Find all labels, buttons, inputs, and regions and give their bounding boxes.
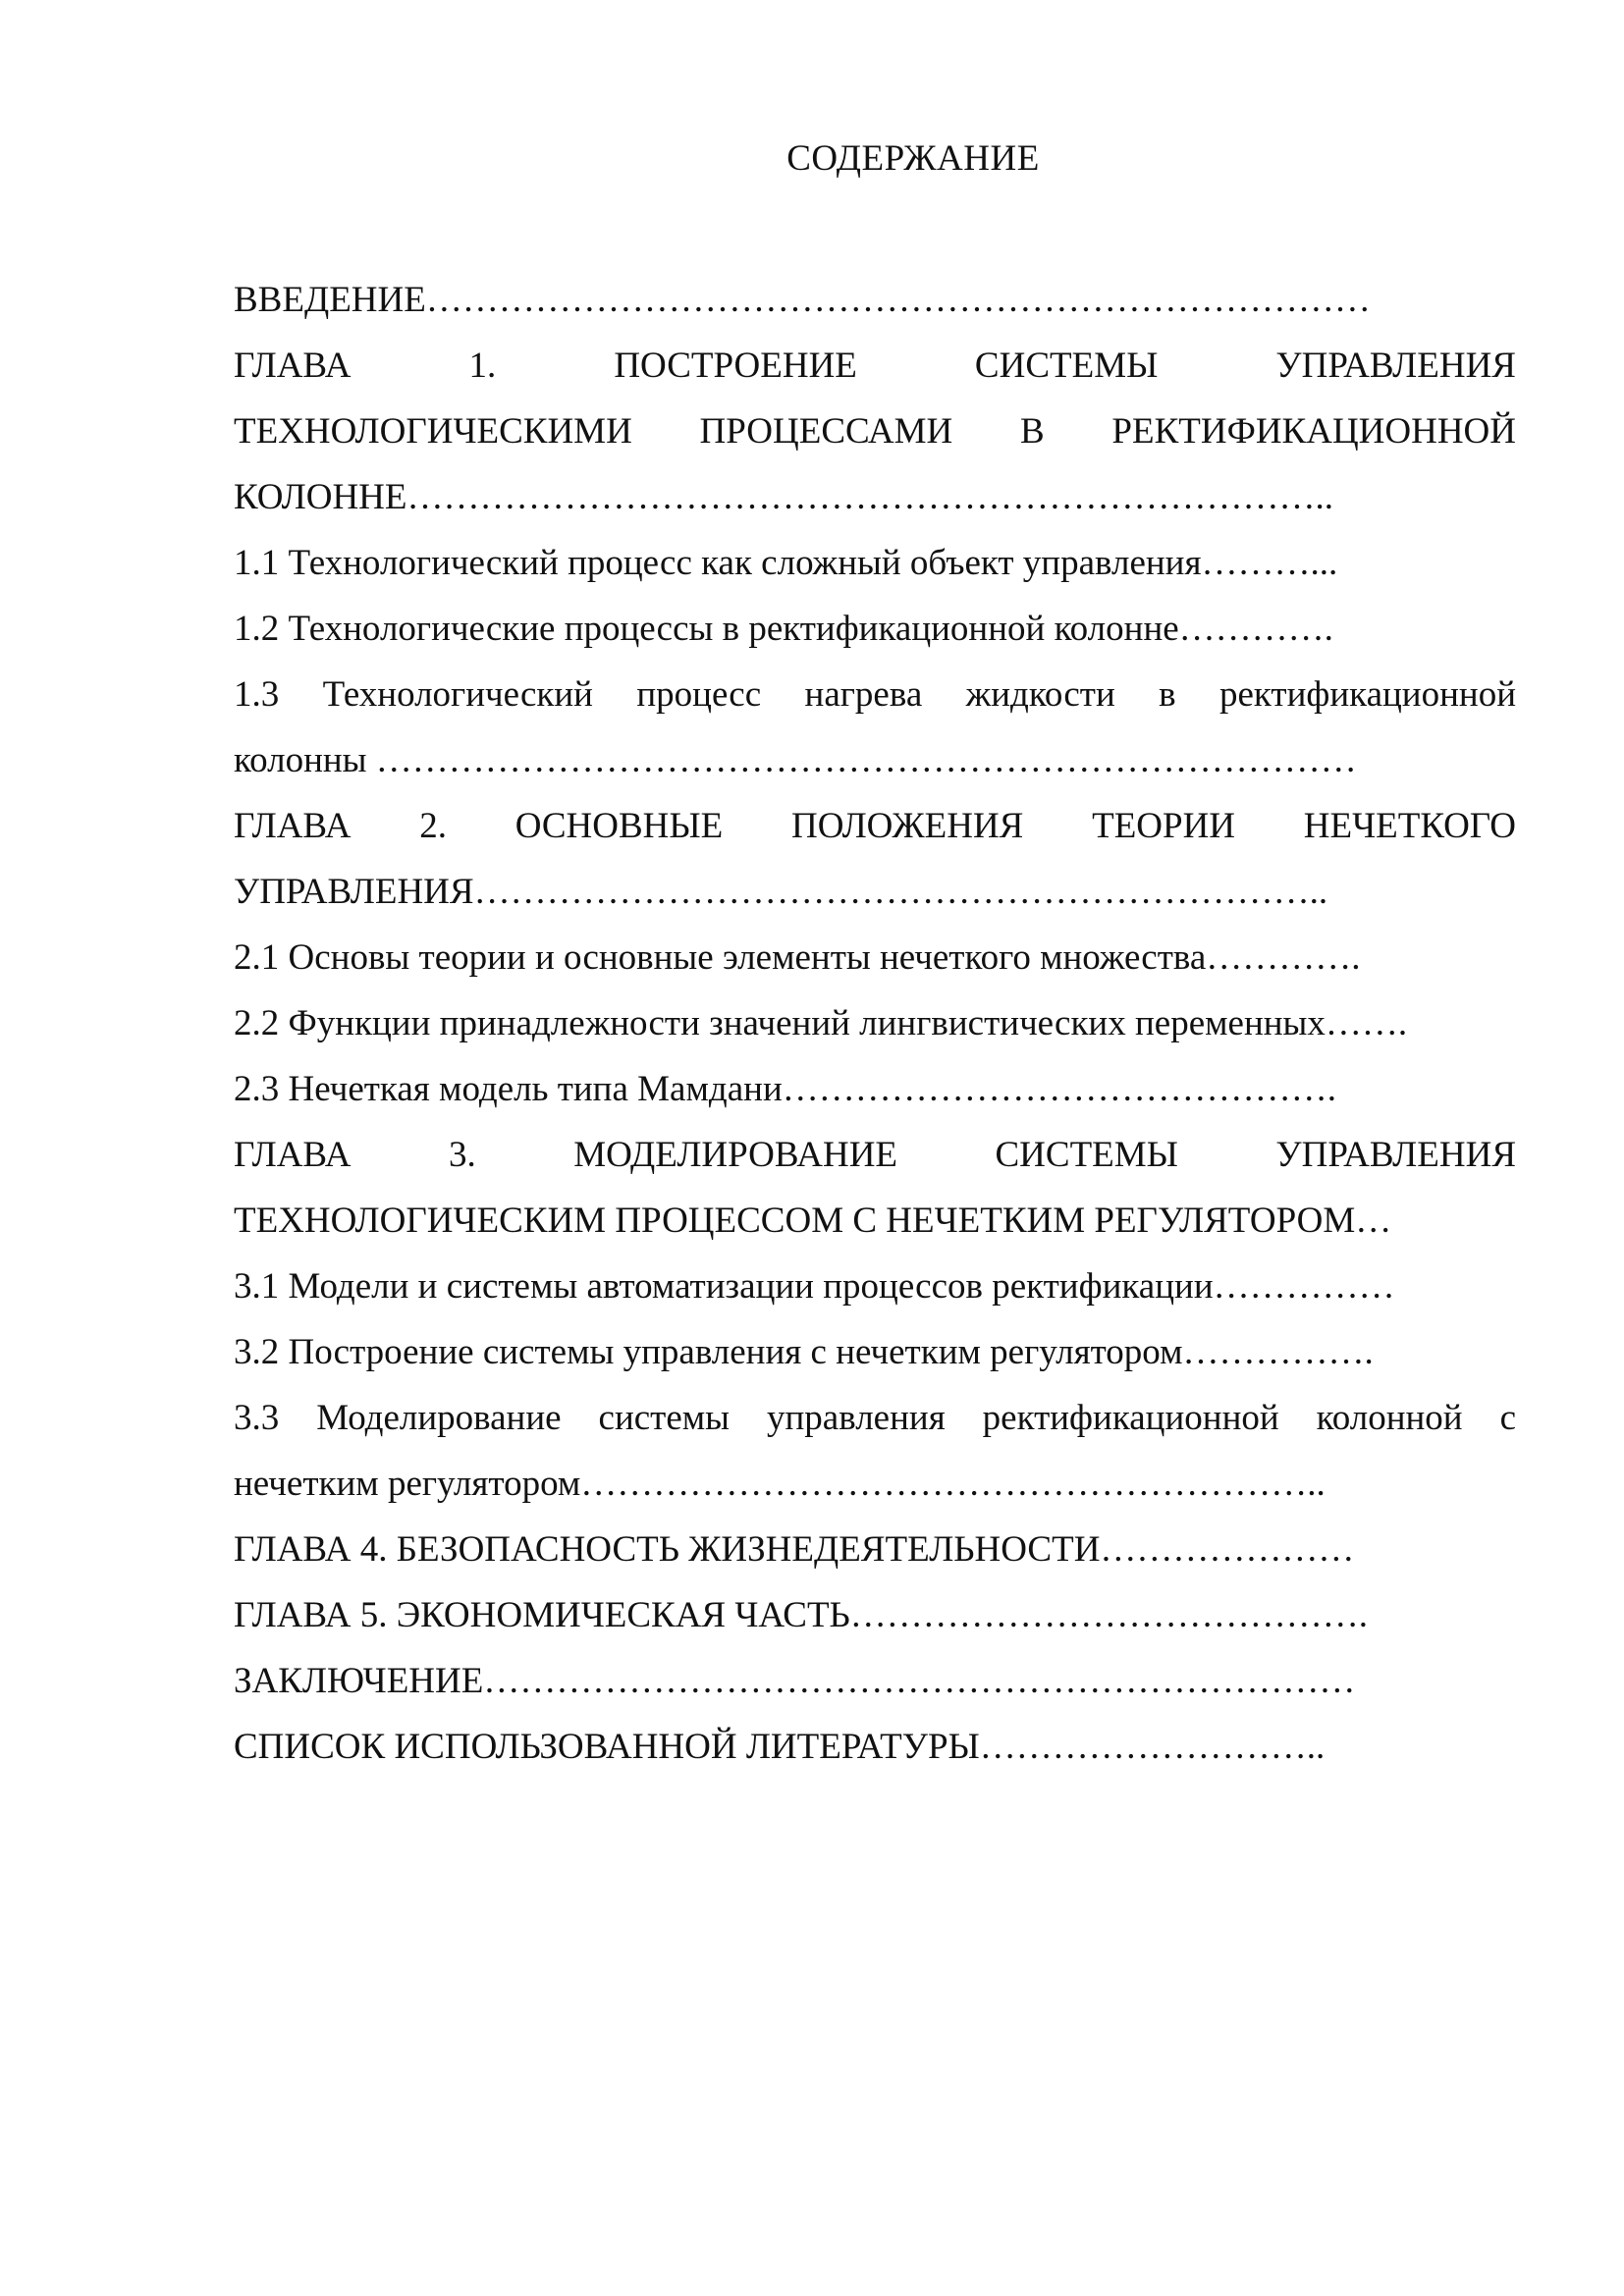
page-title: СОДЕРЖАНИЕ: [786, 138, 1040, 179]
toc-line: 3.2 Построение системы управления с нечетким регулятором…………….: [234, 1332, 1374, 1372]
toc-line: 1.1 Технологический процесс как сложный объект управления………...: [234, 543, 1338, 583]
toc-line: 1.2 Технологические процессы в ректификационной колонне………….: [234, 609, 1333, 649]
toc-line: ГЛАВА 4. БЕЗОПАСНОСТЬ ЖИЗНЕДЕЯТЕЛЬНОСТИ…………………: [234, 1529, 1355, 1570]
toc-line: ТЕХНОЛОГИЧЕСКИМИ ПРОЦЕССАМИ В РЕКТИФИКАЦИОННОЙ: [234, 411, 1516, 452]
toc-entry-section-3-3: [234, 1385, 1516, 1517]
toc-line: КОЛОННЕ…………………………………………………………………..: [234, 477, 1333, 517]
toc-line: ТЕХНОЛОГИЧЕСКИМ ПРОЦЕССОМ С НЕЧЕТКИМ РЕГУЛЯТОРОМ…: [234, 1201, 1392, 1241]
toc-line: 3.1 Модели и системы автоматизации процессов ректификации……………: [234, 1266, 1395, 1307]
toc-entry-section-1-1: [234, 530, 1516, 596]
toc-line: 1.3 Технологический процесс нагрева жидкости в ректификационной: [234, 674, 1516, 715]
toc-entry-section-3-2: [234, 1319, 1516, 1385]
toc-entry-section-2-3: [234, 1056, 1516, 1122]
toc-line: 2.3 Нечеткая модель типа Мамдани……………………………………….: [234, 1069, 1336, 1109]
toc-line: 2.1 Основы теории и основные элементы нечеткого множества………….: [234, 937, 1361, 978]
toc-entry-conclusion: [234, 1648, 1516, 1714]
toc-line: ГЛАВА 5. ЭКОНОМИЧЕСКАЯ ЧАСТЬ…………………………………….: [234, 1595, 1369, 1635]
toc-entry-chapter-2: [234, 793, 1516, 925]
toc-line: ЗАКЛЮЧЕНИЕ………………………………………………………………: [234, 1661, 1356, 1701]
toc-entry-chapter-1: [234, 333, 1516, 530]
toc-line: УПРАВЛЕНИЯ……………………………………………………………..: [234, 872, 1328, 912]
toc-line: ВВЕДЕНИЕ……………………………………………………………………: [234, 280, 1371, 320]
toc-entry-section-2-2: [234, 990, 1516, 1056]
toc-entry-chapter-4: [234, 1517, 1516, 1582]
toc-entry-chapter-3: [234, 1122, 1516, 1254]
toc-entry-section-1-3: [234, 662, 1516, 793]
toc-entry-introduction: [234, 267, 1516, 333]
toc-line: ГЛАВА 2. ОСНОВНЫЕ ПОЛОЖЕНИЯ ТЕОРИИ НЕЧЕТКОГО: [234, 806, 1516, 846]
toc-entry-references: [234, 1714, 1516, 1780]
toc-line: колонны ………………………………………………………………………: [234, 740, 1357, 780]
toc-line: ГЛАВА 3. МОДЕЛИРОВАНИЕ СИСТЕМЫ УПРАВЛЕНИЯ: [234, 1135, 1516, 1175]
toc-entry-section-3-1: [234, 1254, 1516, 1319]
toc-line: ГЛАВА 1. ПОСТРОЕНИЕ СИСТЕМЫ УПРАВЛЕНИЯ: [234, 346, 1516, 386]
toc-entry-section-1-2: [234, 596, 1516, 662]
toc-line: СПИСОК ИСПОЛЬЗОВАННОЙ ЛИТЕРАТУРЫ………………………..: [234, 1727, 1326, 1767]
toc-line: нечетким регулятором……………………………………………………..: [234, 1464, 1326, 1504]
table-of-contents: [234, 267, 1516, 1780]
toc-line: 3.3 Моделирование системы управления ректификационной колонной с: [234, 1398, 1516, 1438]
toc-entry-chapter-5: [234, 1582, 1516, 1648]
toc-line: 2.2 Функции принадлежности значений лингвистических переменных…….: [234, 1003, 1408, 1043]
toc-entry-section-2-1: [234, 925, 1516, 990]
